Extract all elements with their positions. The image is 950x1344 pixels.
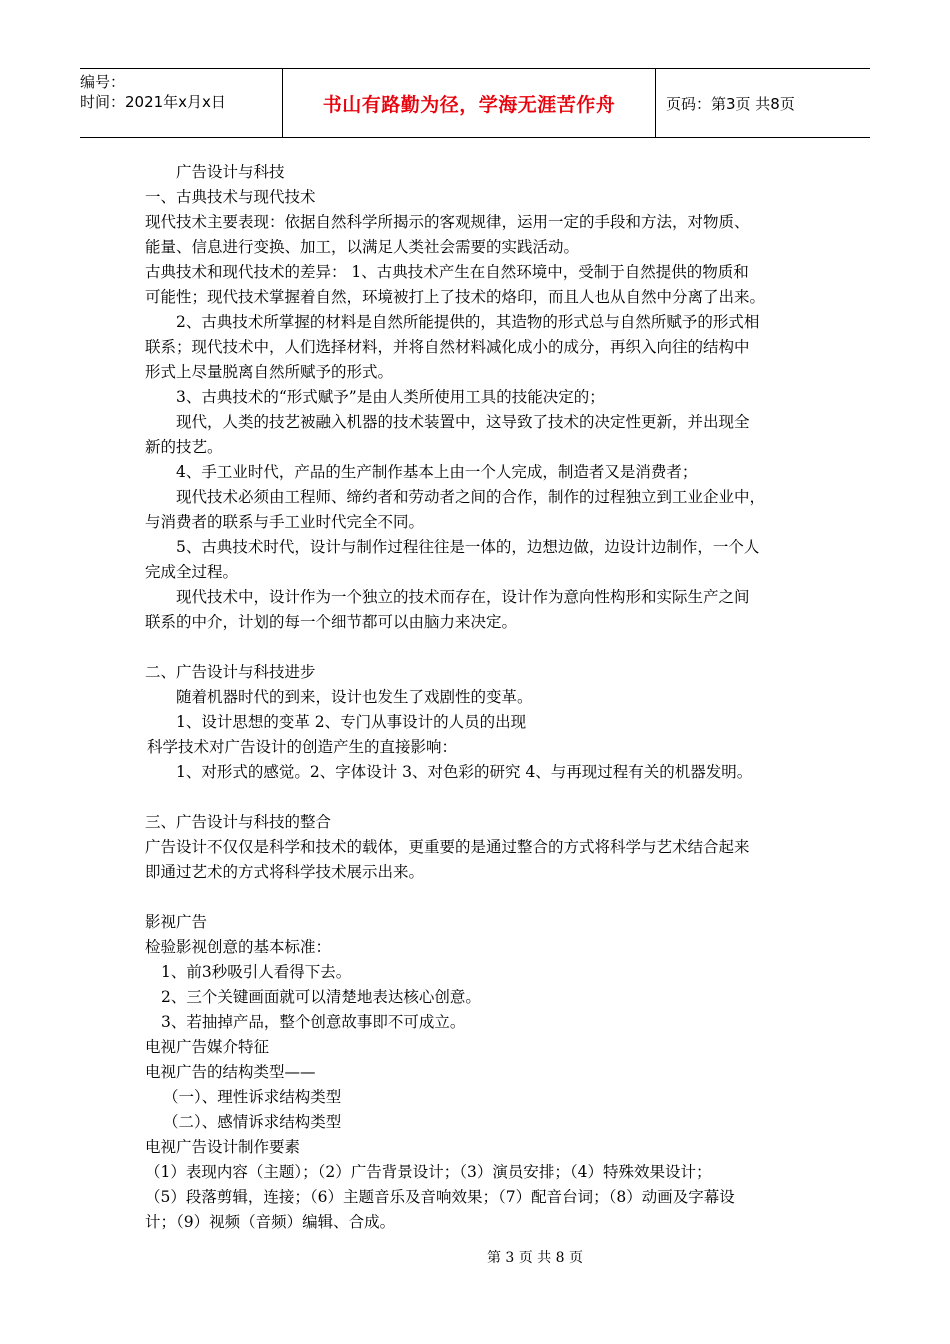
- paragraph-line: 随着机器时代的到来，设计也发生了戏剧性的变革。: [176, 688, 533, 706]
- page-footer: 第 3 页 共 8 页: [486, 1250, 584, 1266]
- paragraph-line: 电视广告媒介特征: [145, 1038, 270, 1056]
- paragraph-line: 古典技术和现代技术的差异： 1、古典技术产生在自然环境中，受制于自然提供的物质和: [145, 263, 749, 281]
- paragraph-line: 与消费者的联系与手工业时代完全不同。: [145, 513, 425, 531]
- paragraph-line: 现代技术中，设计作为一个独立的技术而存在，设计作为意向性构形和实际生产之间: [176, 588, 750, 606]
- paragraph-line: 检验影视创意的基本标准：: [145, 938, 332, 956]
- doc-number-label: 编号：: [80, 73, 126, 91]
- paragraph-line: 5、古典技术时代，设计与制作过程往往是一体的，边想边做，边设计边制作，一个人: [176, 538, 760, 556]
- paragraph-line: 1、设计思想的变革 2、专门从事设计的人员的出现: [176, 713, 527, 731]
- header-meta: [80, 69, 282, 137]
- paragraph-line: 即通过艺术的方式将科学技术展示出来。: [145, 863, 425, 881]
- paragraph-line: 3、古典技术的“形式赋予”是由人类所使用工具的技能决定的；: [176, 388, 605, 406]
- section-heading: 二、广告设计与科技进步: [145, 663, 316, 681]
- paragraph-line: 联系的中介，计划的每一个细节都可以由脑力来决定。: [145, 613, 518, 631]
- section-heading: 三、广告设计与科技的整合: [145, 813, 332, 831]
- blank-line: [145, 635, 825, 660]
- paragraph-line: 现代，人类的技艺被融入机器的技术装置中，这导致了技术的决定性更新，并出现全: [176, 413, 750, 431]
- paragraph-line: 形式上尽量脱离自然所赋予的形式。: [145, 363, 394, 381]
- paragraph-line: （5）段落剪辑，连接；（6）主题音乐及音响效果；（7）配音台词；（8）动画及字幕设: [145, 1188, 735, 1206]
- paragraph-line: 完成全过程。: [145, 563, 239, 581]
- paragraph-line: 电视广告设计制作要素: [145, 1138, 301, 1156]
- paragraph-line: 广告设计不仅仅是科学和技术的载体，更重要的是通过整合的方式将科学与艺术结合起来: [145, 838, 750, 856]
- header-page-info: 页码：第3页 共8页: [666, 94, 795, 113]
- blank-line: [145, 885, 825, 910]
- paragraph-line: （1）表现内容（主题）；（2）广告背景设计；（3）演员安排；（4）特殊效果设计；: [145, 1163, 712, 1181]
- date-line: 时间：2021年x月x日: [80, 93, 226, 111]
- paragraph-line: 能量、信息进行变换、加工，以满足人类社会需要的实践活动。: [145, 238, 580, 256]
- list-item: 1、前3秒吸引人看得下去。: [161, 963, 352, 981]
- doc-title: 广告设计与科技: [176, 163, 285, 181]
- paragraph-line: 计；（9）视频（音频）编辑、合成。: [145, 1213, 396, 1231]
- paragraph-line: 新的技艺。: [145, 438, 223, 456]
- paragraph-line: 4、手工业时代，产品的生产制作基本上由一个人完成，制造者又是消费者；: [176, 463, 698, 481]
- paragraph-line: 电视广告的结构类型——: [145, 1063, 316, 1081]
- section-heading: 影视广告: [145, 913, 208, 931]
- paragraph-line: 现代技术主要表现：依据自然科学所揭示的客观规律，运用一定的手段和方法，对物质、: [145, 213, 750, 231]
- list-item: （二）、感情诉求结构类型: [163, 1113, 342, 1131]
- header-motto: 书山有路勤为径，学海无涯苦作舟: [282, 69, 656, 137]
- blank-line: [145, 785, 825, 810]
- list-item: 3、若抽掉产品，整个创意故事即不可成立。: [161, 1013, 466, 1031]
- list-item: 2、三个关键画面就可以清楚地表达核心创意。: [161, 988, 481, 1006]
- paragraph-line: 现代技术必须由工程师、缔约者和劳动者之间的合作，制作的过程独立到工业企业中，: [176, 488, 766, 506]
- paragraph-line: 2、古典技术所掌握的材料是自然所能提供的，其造物的形式总与自然所赋予的形式相: [176, 313, 760, 331]
- paragraph-line: 科学技术对广告设计的创造产生的直接影响：: [147, 738, 458, 756]
- paragraph-line: 联系；现代技术中，人们选择材料，并将自然材料减化成小的成分，再织入向往的结构中: [145, 338, 750, 356]
- paragraph-line: 1、对形式的感觉。2、字体设计 3、对色彩的研究 4、与再现过程有关的机器发明。: [176, 763, 753, 781]
- page-header: [80, 68, 870, 138]
- document-body: [145, 160, 825, 1235]
- list-item: （一）、理性诉求结构类型: [163, 1088, 342, 1106]
- section-heading: 一、古典技术与现代技术: [145, 188, 316, 206]
- paragraph-line: 可能性；现代技术掌握着自然，环境被打上了技术的烙印，而且人也从自然中分离了出来。: [145, 288, 766, 306]
